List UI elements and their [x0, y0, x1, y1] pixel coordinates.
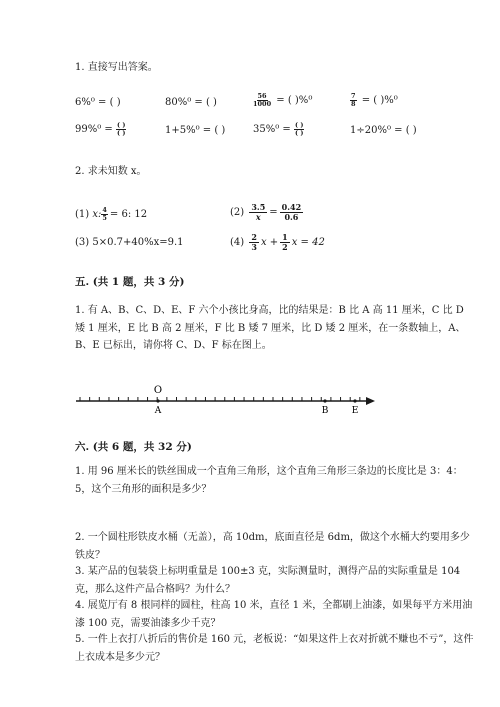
q1-item-4: $\frac{7}{8}$ = ( )%⁰	[351, 92, 398, 108]
number-line	[70, 380, 380, 416]
origin-label: O	[153, 385, 163, 396]
q1-item-3: $\frac{56}{1000}$ = ( )%⁰	[253, 92, 313, 108]
q2-equation-2: (2) $\frac{3.5}{x}$ = $\frac{0.42}{0.6}$	[230, 202, 302, 222]
q2-equation-3: (3) 5×0.7+40%x=9.1	[75, 237, 184, 248]
q1-item-2: 80%⁰ = ( )	[165, 97, 217, 108]
number-line-point	[156, 399, 159, 402]
number-line-point	[353, 399, 356, 402]
section-6-problem-2: 2. 一个圆柱形铁皮水桶（无盖），高 10dm，底面直径是 6dm，做这个水桶大约要用多少铁皮？	[75, 532, 470, 561]
point-b-label: B	[321, 406, 329, 416]
q1-item-5: 99%⁰ = $\frac{( )}{( )}$	[75, 121, 126, 137]
section-6-problem-5: 5. 一件上衣打八折后的售价是 160 元，老板说：“如果这件上衣对折就不赚也不亏”，这件上衣成本是多少元？	[75, 634, 474, 663]
q2-equation-1: (1) x: $\frac{4}{5}$ = 6: 12	[75, 206, 148, 222]
section-6-problem-3: 3. 某产品的包装袋上标明重量是 100±3 克，实际测量时，测得产品的实际重量是 104 克，那么这件产品合格吗？为什么？	[75, 566, 461, 595]
q1-item-8: 1÷20%⁰ = ( )	[350, 125, 417, 136]
point-a-label: A	[154, 406, 162, 416]
section-6-heading: 六. (共 6 题，共 32 分)	[75, 441, 192, 453]
number-line-point	[323, 399, 326, 402]
section-6-problem-4: 4. 展览厅有 8 根同样的圆柱，柱高 10 米，直径 1 米，全都刷上油漆，如果每平方米用油漆 100 克，需要油漆多少千克？	[75, 600, 473, 629]
q1-item-6: 1+5%⁰ = ( )	[165, 125, 226, 136]
point-e-label: E	[351, 406, 359, 416]
section-5-problem-1: 1. 有 A、B、C、D、E、F 六个小孩比身高，比的结果是：B 比 A 高 11 厘米，C 比 D 矮 1 厘米，E 比 B 高 2 厘米，F 比 B 矮 7 厘米，比 D 矮 2 厘米，在一条数轴上，A、B、E 已标出，请你将 C、D、F 标在图上。	[75, 305, 466, 351]
q2-equation-4: (4) $\frac{2}{3}$ x + $\frac{1}{2}$ x = 42	[230, 232, 325, 252]
q1-item-7: 35%⁰ = $\frac{( )}{( )}$	[253, 121, 304, 137]
section-6-problem-1: 1. 用 96 厘米长的铁丝围成一个直角三角形，这个直角三角形三条边的长度比是 3：4：5，这个三角形的面积是多少？	[75, 466, 463, 495]
section-5-heading: 五. (共 1 题，共 3 分)	[75, 276, 185, 288]
q2-heading: 2. 求未知数 x。	[75, 166, 147, 177]
number-line-arrow	[366, 397, 375, 405]
q1-heading: 1. 直接写出答案。	[75, 62, 158, 73]
q1-item-1: 6%⁰ = ( )	[75, 97, 121, 108]
